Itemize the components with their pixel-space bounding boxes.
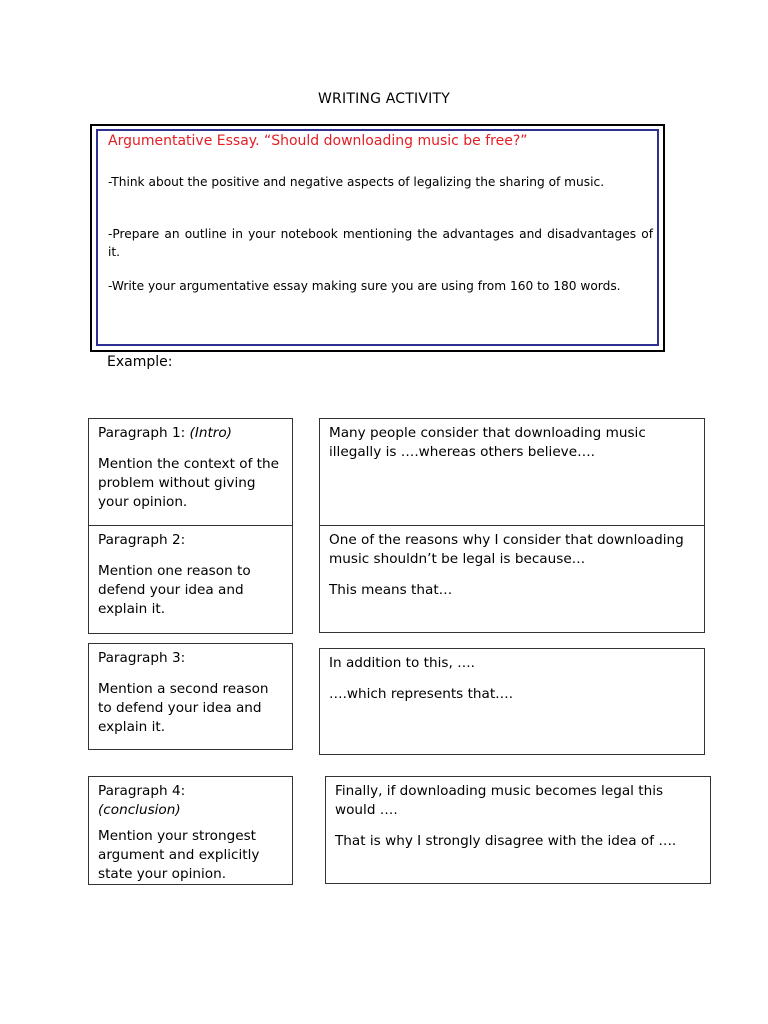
paragraph-2-description: Mention one reason to defend your idea and explain it.: [98, 563, 251, 617]
instruction-1: -Think about the positive and negative aspects of legalizing the sharing of music.: [108, 175, 605, 189]
paragraph-2-outline-box: [88, 525, 293, 634]
paragraph-4-label: Paragraph 4:: [98, 783, 186, 799]
paragraph-3-label: Paragraph 3:: [98, 650, 186, 666]
paragraph-3-example-text-1: In addition to this, ….: [329, 655, 476, 671]
paragraph-1-example-box: [319, 418, 705, 526]
paragraph-2-example-text-1: One of the reasons why I consider that downloading music shouldn’t be legal is because…: [329, 532, 684, 567]
paragraph-4-description: Mention your strongest argument and explicitly state your opinion.: [98, 828, 260, 882]
paragraph-2-example-text-2: This means that…: [329, 582, 453, 598]
paragraph-4-example-text-2: That is why I strongly disagree with the idea of ….: [335, 833, 677, 849]
instruction-2: -Prepare an outline in your notebook mentioning the advantages and disadvantages of it.: [108, 227, 653, 259]
paragraph-4-example-box: [325, 776, 711, 884]
paragraph-3-description: Mention a second reason to defend your idea and explain it.: [98, 681, 269, 735]
paragraph-4-note: (conclusion): [98, 802, 181, 818]
paragraph-3-outline-box: [88, 643, 293, 750]
paragraph-1-note: (Intro): [189, 425, 232, 441]
paragraph-1-example-text: Many people consider that downloading music illegally is ….whereas others believe….: [329, 425, 646, 460]
example-label: Example:: [107, 354, 173, 370]
paragraph-1-label: Paragraph 1:: [98, 425, 186, 441]
page-title: WRITING ACTIVITY: [318, 91, 450, 107]
paragraph-2-label: Paragraph 2:: [98, 532, 186, 548]
instruction-3: -Write your argumentative essay making sure you are using from 160 to 180 words.: [108, 279, 621, 293]
task-heading: Argumentative Essay. “Should downloading music be free?”: [108, 133, 528, 149]
paragraph-3-example-box: [319, 648, 705, 755]
paragraph-4-example-text-1: Finally, if downloading music becomes legal this would ….: [335, 783, 664, 818]
paragraph-3-example-text-2: ….which represents that….: [329, 686, 514, 702]
paragraph-4-outline-box: [88, 776, 293, 885]
paragraph-2-example-box: [319, 525, 705, 633]
paragraph-1-outline-box: [88, 418, 293, 526]
paragraph-1-description: Mention the context of the problem without giving your opinion.: [98, 456, 279, 510]
